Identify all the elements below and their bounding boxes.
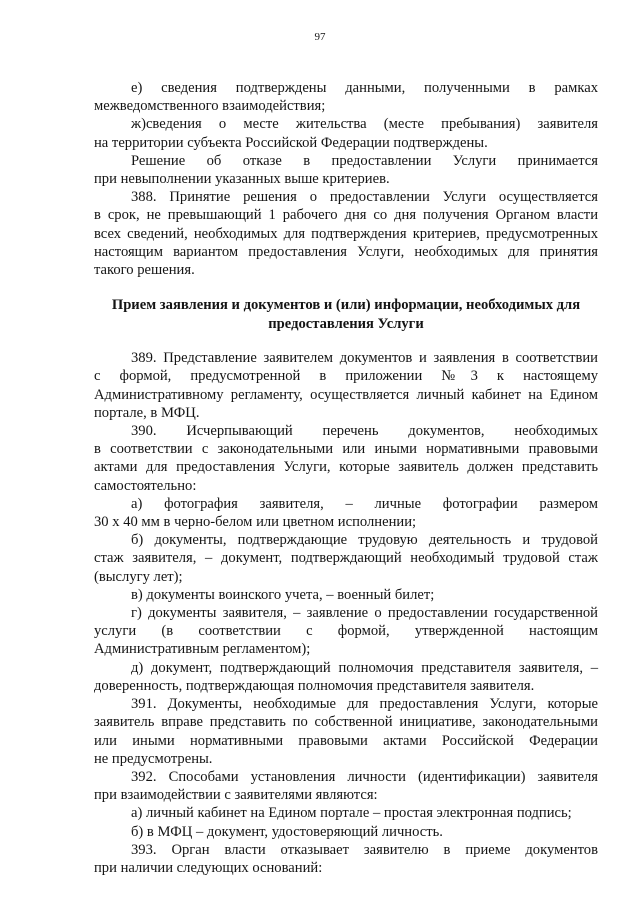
paragraph-line: б) в МФЦ – документ, удостоверяющий личность. (131, 823, 443, 840)
paragraph-line: 391. Документы, необходимые для предоставления Услуги, которые (131, 696, 598, 713)
paragraph-line: актами для предоставления Услуги, которые заявитель должен представить (94, 459, 598, 476)
paragraph-line: б) документы, подтверждающие трудовую деятельность и трудовой (131, 532, 598, 549)
document-body (94, 79, 598, 877)
paragraph (94, 823, 598, 841)
paragraph-line: 393. Орган власти отказывает заявителю в приеме документов (131, 841, 598, 858)
paragraph-line: стаж заявителя, – документ, подтверждающий необходимый трудовой стаж (94, 550, 598, 567)
paragraph (94, 586, 598, 604)
paragraph-line: Решение об отказе в предоставлении Услуги принимается (131, 152, 598, 169)
paragraph-line: не предусмотрены. (94, 750, 213, 767)
paragraph (94, 349, 598, 422)
paragraph-line: в) документы воинского учета, – военный билет; (131, 586, 435, 603)
section-heading-line: Прием заявления и документов и (или) информации, необходимых для (111, 297, 581, 314)
paragraph-line: 392. Способами установления личности (идентификации) заявителя (131, 768, 598, 785)
paragraph (94, 695, 598, 768)
paragraph (94, 841, 598, 877)
paragraph (94, 768, 598, 804)
paragraph-line: 390. Исчерпывающий перечень документов, необходимых (131, 423, 598, 440)
page-number: 97 (314, 31, 326, 43)
paragraph-line: при невыполнении указанных выше критериев. (94, 171, 390, 188)
paragraph-line: (выслугу лет); (94, 568, 183, 585)
paragraph-line: настоящим вариантом предоставления Услуги, необходимых для принятия (94, 243, 598, 260)
paragraph (94, 659, 598, 695)
paragraph-line: Административному регламенту, осуществляется личный кабинет на Едином (94, 386, 598, 403)
paragraph-line: Административным регламентом); (94, 641, 311, 658)
section-heading (94, 296, 598, 333)
paragraph-line: ж)сведения о месте жительства (месте пребывания) заявителя (131, 116, 598, 133)
paragraph-line: заявитель вправе представить по собственной инициативе, законодательными (94, 714, 598, 731)
paragraph-line: самостоятельно: (94, 477, 197, 494)
paragraph (94, 422, 598, 495)
paragraph-line: всех сведений, необходимых для подтверждения критериев, предусмотренных (94, 225, 598, 242)
paragraphs-before-heading (94, 79, 598, 279)
paragraph (94, 604, 598, 659)
paragraph-line: д) документ, подтверждающий полномочия представителя заявителя, – (131, 659, 598, 676)
paragraph-line: доверенность, подтверждающая полномочия представителя заявителя. (94, 677, 535, 694)
paragraph-line: а) фотография заявителя, – личные фотографии размером (131, 495, 598, 512)
paragraph-line: при взаимодействии с заявителями являются: (94, 787, 378, 804)
paragraph (94, 115, 598, 151)
paragraph-line: 388. Принятие решения о предоставлении Услуги осуществляется (131, 189, 598, 206)
paragraph-line: 30 х 40 мм в черно-белом или цветном исполнении; (94, 514, 417, 531)
paragraph (94, 531, 598, 586)
paragraph-line: межведомственного взаимодействия; (94, 98, 326, 115)
paragraph-line: портале, в МФЦ. (94, 404, 200, 421)
paragraph-line: или иными нормативными правовыми актами Российской Федерации (94, 732, 598, 749)
paragraph-line: в срок, не превышающий 1 рабочего дня со дня получения Органом власти (94, 207, 598, 224)
paragraph-line: 389. Представление заявителем документов и заявления в соответствии (131, 350, 598, 367)
paragraph-line: с формой, предусмотренной в приложении №3 к настоящему (94, 368, 598, 385)
paragraph-line: г) документы заявителя, – заявление о предоставлении государственной (131, 605, 598, 622)
paragraph (94, 79, 598, 115)
paragraph (94, 188, 598, 279)
paragraph (94, 495, 598, 531)
section-heading-line: предоставления Услуги (268, 315, 424, 332)
paragraph-line: такого решения. (94, 262, 195, 279)
paragraph-line: а) личный кабинет на Едином портале – простая электронная подпись; (131, 805, 572, 822)
paragraph-line: на территории субъекта Российской Федерации подтверждены. (94, 134, 488, 151)
paragraph (94, 152, 598, 188)
paragraph-line: е) сведения подтверждены данными, полученными в рамках (131, 80, 598, 96)
paragraphs-after-heading (94, 349, 598, 877)
paragraph-line: при наличии следующих оснований: (94, 859, 323, 876)
paragraph-line: в соответствии с законодательными или иными нормативными правовыми (94, 441, 598, 458)
paragraph-line: услуги (в соответствии с формой, утвержденной настоящим (94, 623, 598, 640)
paragraph (94, 804, 598, 822)
